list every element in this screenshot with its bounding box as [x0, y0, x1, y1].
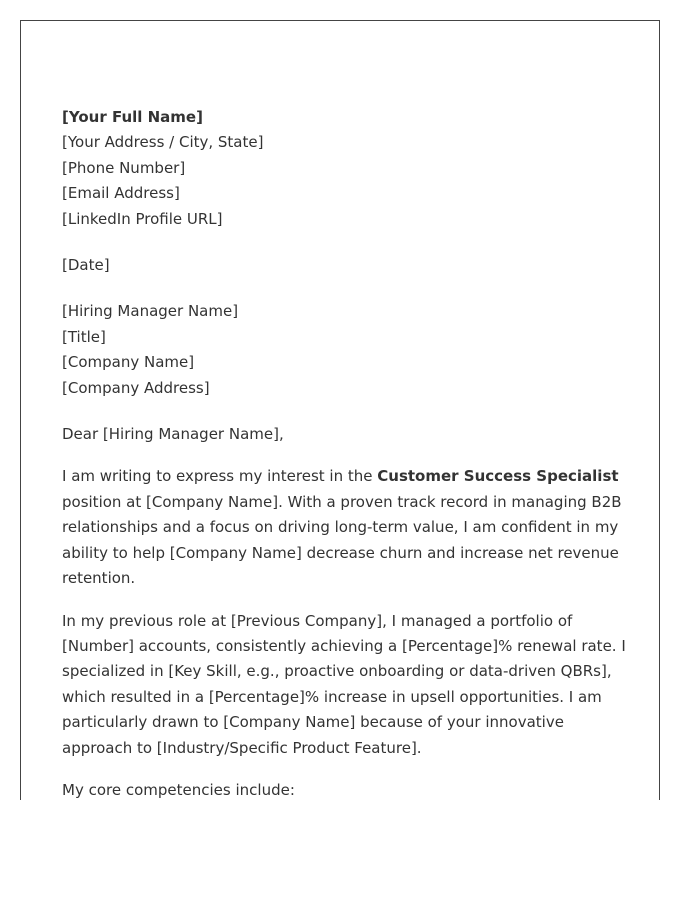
- sender-address: [Your Address / City, State]: [62, 133, 264, 152]
- position-title: Customer Success Specialist: [377, 467, 619, 486]
- date-block: [62, 253, 627, 278]
- letter-date: [Date]: [62, 256, 110, 275]
- recipient-address: [Company Address]: [62, 378, 210, 397]
- competencies-intro: My core competencies include:: [62, 780, 295, 799]
- recipient-company: [Company Name]: [62, 353, 195, 372]
- letter-page: [20, 20, 660, 800]
- recipient-title: [Title]: [62, 327, 106, 346]
- recipient-name: [Hiring Manager Name]: [62, 302, 239, 321]
- sender-block: [62, 105, 627, 232]
- salutation: Dear [Hiring Manager Name],: [62, 425, 284, 444]
- sender-full-name: [Your Full Name]: [62, 108, 203, 126]
- sender-linkedin: [LinkedIn Profile URL]: [62, 209, 223, 228]
- paragraph-intro-rest: position at [Company Name]. With a proven track record in managing B2B relationships and a focus on driving long-term value, I am confident in my ability to help [Company Name] decrease churn and increase net revenue retention.: [62, 492, 622, 588]
- paragraph-experience: In my previous role at [Previous Company], I managed a portfolio of [Number] accounts, consistently achieving a [Percentage]% renewal rate. I specialized in [Key Skill, e.g., proactive onboarding or data-driven QBRs], which resulted in a [Percentage]% increase in upsell opportunities. I am particularly drawn to [Company Name] because of your innovative approach to [Industry/Specific Product Feature].: [62, 611, 626, 757]
- sender-phone: [Phone Number]: [62, 158, 186, 177]
- sender-email: [Email Address]: [62, 184, 180, 203]
- paragraph-intro-lead: I am writing to express my interest in the: [62, 467, 378, 486]
- paragraph-intro: [62, 464, 627, 591]
- letter-content: [62, 105, 627, 800]
- recipient-block: [62, 299, 627, 401]
